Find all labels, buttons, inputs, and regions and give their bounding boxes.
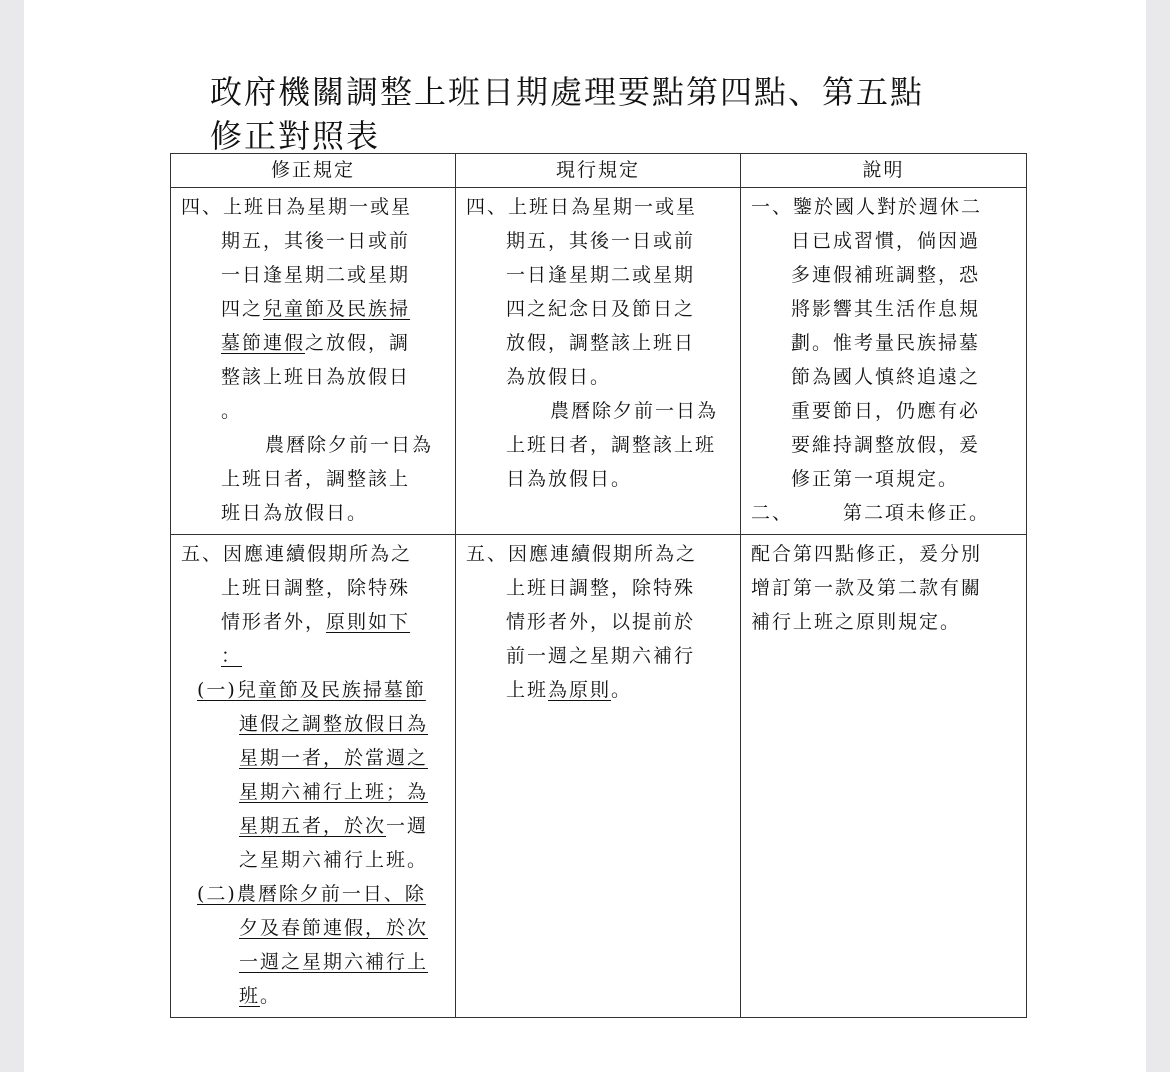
- amended-cell: [171, 535, 456, 1018]
- text-line: 節為國人慎終追遠之: [791, 366, 981, 388]
- text-line: 配合第四點修正，爰分別: [751, 543, 983, 565]
- text-line: 農曆除夕前一日為: [265, 434, 434, 456]
- text-line: [181, 877, 447, 911]
- title-line-2: 修正對照表: [210, 117, 381, 155]
- text-line: 增訂第一款及第二款有關: [751, 577, 983, 599]
- text-line: 一日逢星期二或星期: [221, 264, 411, 286]
- text-line: [181, 673, 447, 707]
- text-line: 為放假日。: [506, 366, 612, 388]
- text-line: 修正第一項規定。: [791, 468, 960, 490]
- header-amended: 修正規定: [171, 154, 456, 188]
- text-line: [181, 741, 447, 775]
- text-line: 期五，其後一日或前: [221, 230, 411, 252]
- text-line: 五、因應連續假期所為之: [181, 543, 413, 565]
- text-line: [181, 911, 447, 945]
- amended-text: 連假之調整放假日為: [239, 713, 429, 735]
- text-line: 上班為原則。: [506, 679, 633, 701]
- text-line: 情形者外，以提前於: [506, 611, 696, 633]
- amended-text: 原則如下: [326, 611, 411, 633]
- text-line: 之星期六補行上班。: [239, 849, 429, 871]
- text-line: 班日為放假日。: [221, 502, 369, 524]
- text-line: 二、 第二項未修正。: [751, 502, 991, 524]
- text-line: [181, 945, 447, 979]
- text-line: 四、上班日為星期一或星: [181, 196, 413, 218]
- row-point-five: [171, 535, 1027, 1018]
- amended-text: 墓節連假: [221, 332, 306, 354]
- text-line: 多連假補班調整，恐: [791, 264, 981, 286]
- text-line: 星期五者，於次一週: [239, 815, 429, 837]
- amended-text: 星期一者，於當週之: [239, 747, 429, 769]
- header-current: 現行規定: [456, 154, 741, 188]
- text-line: 四之紀念日及節日之: [506, 298, 696, 320]
- text-line: 日為放假日。: [506, 468, 633, 490]
- amended-text: 一週之星期六補行上: [239, 951, 429, 973]
- amended-text: 兒童節及民族掃: [263, 298, 411, 320]
- note-cell: [741, 188, 1027, 535]
- text-line: 上班日調整，除特殊: [506, 577, 696, 599]
- text-line: 放假，調整該上班日: [506, 332, 696, 354]
- text-line: 上班日調整，除特殊: [221, 577, 411, 599]
- text-line: 四之兒童節及民族掃: [221, 298, 411, 320]
- text-line: 日已成習慣，倘因過: [791, 230, 981, 252]
- text-line: 情形者外，原則如下: [221, 611, 411, 633]
- text-line: 墓節連假之放假，調: [221, 332, 411, 354]
- note-cell: [741, 535, 1027, 1018]
- header-note: 說明: [741, 154, 1027, 188]
- text-line: 劃。惟考量民族掃墓: [791, 332, 981, 354]
- amended-text: 夕及春節連假，於次: [239, 917, 429, 939]
- text-line: 將影響其生活作息規: [791, 298, 981, 320]
- amended-text: (一)兒童節及民族掃墓節: [197, 679, 426, 701]
- text-line: [181, 639, 447, 673]
- text-line: 一日逢星期二或星期: [506, 264, 696, 286]
- text-line: 重要節日，仍應有必: [791, 400, 981, 422]
- comparison-table: [170, 153, 1027, 1018]
- amended-text: 星期六補行上班；為: [239, 781, 429, 803]
- text-line: 農曆除夕前一日為: [550, 400, 719, 422]
- text-line: [181, 707, 447, 741]
- document-title: [210, 70, 924, 158]
- text-line: 上班日者，調整該上班: [506, 434, 717, 456]
- text-line: 整該上班日為放假日: [221, 366, 411, 388]
- deleted-text: 為原則: [548, 679, 612, 701]
- text-line: 五、因應連續假期所為之: [466, 543, 698, 565]
- amended-cell: [171, 188, 456, 535]
- text-line: 一、鑒於國人對於週休二: [751, 196, 983, 218]
- text-line: 上班日者，調整該上: [221, 468, 411, 490]
- text-line: 要維持調整放假，爰: [791, 434, 981, 456]
- text-line: 補行上班之原則規定。: [751, 611, 962, 633]
- current-cell: [456, 188, 741, 535]
- text-line: 四、上班日為星期一或星: [466, 196, 698, 218]
- amended-text: 班: [239, 985, 261, 1007]
- text-line: [181, 775, 447, 809]
- amended-text: ：: [221, 645, 243, 667]
- title-line-1: 政府機關調整上班日期處理要點第四點、第五點: [210, 73, 925, 111]
- text-line: 期五，其後一日或前: [506, 230, 696, 252]
- text-line: 。: [221, 400, 243, 422]
- text-line: 前一週之星期六補行: [506, 645, 696, 667]
- amended-text: (二)農曆除夕前一日、除: [197, 883, 426, 905]
- header-row: [171, 154, 1027, 188]
- amended-text: 星期五者，於次: [239, 815, 387, 837]
- current-cell: [456, 535, 741, 1018]
- text-line: 班。: [239, 985, 282, 1007]
- row-point-four: [171, 188, 1027, 535]
